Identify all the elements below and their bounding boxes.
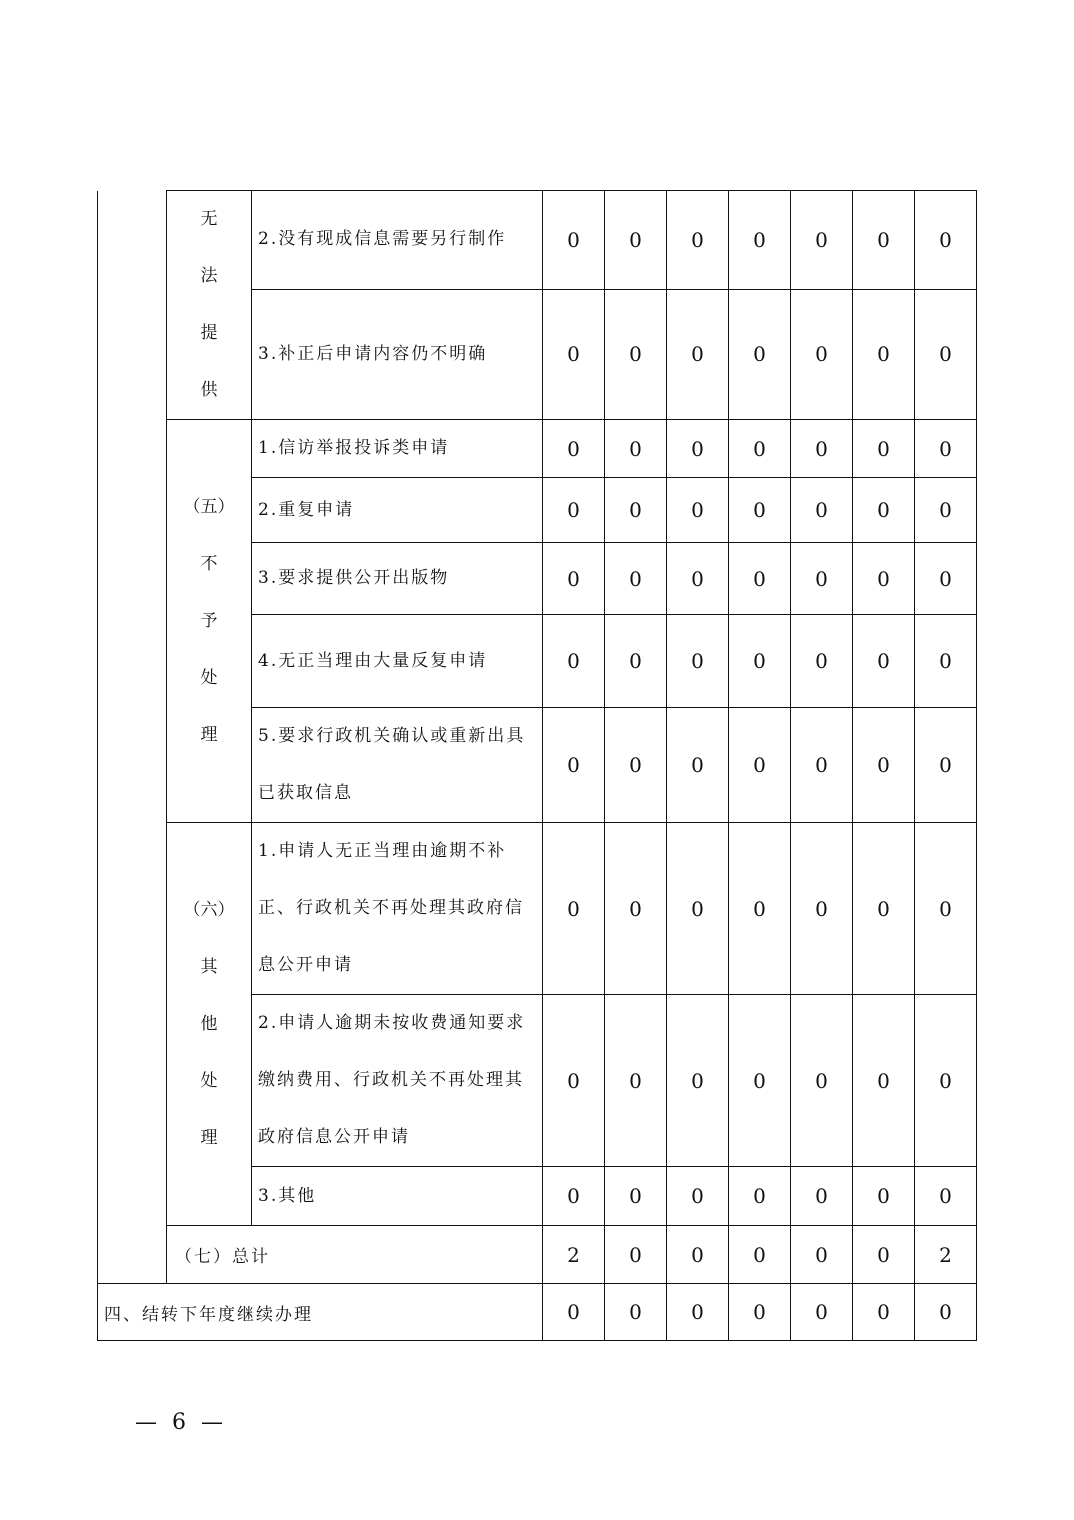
value-cell: 0 [605,1284,667,1341]
value-cell: 0 [729,478,791,543]
value-cell: 0 [729,708,791,823]
value-cell: 0 [729,1226,791,1284]
value-cell: 0 [729,543,791,615]
value-cell: 0 [543,191,605,290]
value-cell: 0 [543,615,605,708]
outer-category-cell [98,191,167,1284]
row-label: 4.无正当理由大量反复申请 [252,615,543,708]
value-cell: 0 [915,823,977,995]
row-label: 1.信访举报投诉类申请 [252,420,543,478]
table-row [98,823,977,995]
value-cell: 0 [791,1167,853,1226]
category-cell [167,420,252,823]
value-cell: 0 [915,1284,977,1341]
category-label: 无 法 提 供 [200,209,218,400]
value-cell: 0 [667,708,729,823]
value-cell: 0 [791,1284,853,1341]
value-cell: 0 [853,543,915,615]
value-cell: 0 [605,543,667,615]
value-cell: 0 [853,1167,915,1226]
value-cell: 0 [543,543,605,615]
value-cell: 0 [729,289,791,419]
value-cell: 0 [667,615,729,708]
value-cell: 0 [853,1226,915,1284]
value-cell: 0 [667,1284,729,1341]
value-cell: 0 [667,420,729,478]
value-cell: 0 [791,708,853,823]
row-label: 1.申请人无正当理由逾期不补正、行政机关不再处理其政府信息公开申请 [252,823,543,995]
total-label: （七）总计 [167,1226,543,1284]
value-cell: 0 [853,420,915,478]
value-cell: 0 [667,191,729,290]
carry-over-label: 四、结转下年度继续办理 [98,1284,543,1341]
value-cell: 0 [605,823,667,995]
row-label: 3.补正后申请内容仍不明确 [252,289,543,419]
row-label: 5.要求行政机关确认或重新出具已获取信息 [252,708,543,823]
value-cell: 0 [605,708,667,823]
row-label: 3.要求提供公开出版物 [252,543,543,615]
category-cell [167,823,252,1226]
value-cell: 0 [667,823,729,995]
value-cell: 0 [853,478,915,543]
value-cell: 0 [605,289,667,419]
value-cell: 0 [915,478,977,543]
value-cell: 0 [853,995,915,1167]
row-label: 2.重复申请 [252,478,543,543]
value-cell: 0 [791,420,853,478]
value-cell: 0 [791,191,853,290]
value-cell: 0 [853,1284,915,1341]
value-cell: 2 [915,1226,977,1284]
value-cell: 0 [729,995,791,1167]
value-cell: 0 [543,823,605,995]
value-cell: 0 [915,1167,977,1226]
value-cell: 0 [915,708,977,823]
value-cell: 0 [791,995,853,1167]
value-cell: 0 [605,478,667,543]
value-cell: 0 [915,615,977,708]
value-cell: 0 [605,1167,667,1226]
carry-over-row [98,1284,977,1341]
value-cell: 0 [853,708,915,823]
value-cell: 0 [791,289,853,419]
value-cell: 0 [605,1226,667,1284]
value-cell: 0 [791,615,853,708]
value-cell: 0 [543,1284,605,1341]
value-cell: 0 [791,478,853,543]
category-label: （六） 其 他 处 理 [183,899,235,1148]
value-cell: 0 [791,543,853,615]
value-cell: 0 [605,995,667,1167]
value-cell: 0 [667,289,729,419]
table-row [98,420,977,478]
value-cell: 0 [915,289,977,419]
value-cell: 0 [667,1167,729,1226]
value-cell: 0 [605,615,667,708]
row-label: 2.申请人逾期未按收费通知要求缴纳费用、行政机关不再处理其政府信息公开申请 [252,995,543,1167]
value-cell: 0 [853,191,915,290]
value-cell: 0 [853,289,915,419]
value-cell: 0 [915,420,977,478]
value-cell: 0 [853,823,915,995]
value-cell: 2 [543,1226,605,1284]
value-cell: 0 [853,615,915,708]
value-cell: 0 [605,420,667,478]
value-cell: 0 [729,191,791,290]
row-label: 3.其他 [252,1167,543,1226]
table-row [98,191,977,290]
value-cell: 0 [543,1167,605,1226]
value-cell: 0 [667,478,729,543]
row-label: 2.没有现成信息需要另行制作 [252,191,543,290]
category-cell [167,191,252,420]
category-label: （五） 不 予 处 理 [183,496,235,745]
value-cell: 0 [791,1226,853,1284]
value-cell: 0 [729,1167,791,1226]
value-cell: 0 [543,478,605,543]
value-cell: 0 [543,708,605,823]
value-cell: 0 [667,543,729,615]
value-cell: 0 [915,191,977,290]
value-cell: 0 [791,823,853,995]
value-cell: 0 [729,420,791,478]
statistics-table [97,190,977,1341]
total-row [98,1226,977,1284]
value-cell: 0 [729,615,791,708]
value-cell: 0 [915,543,977,615]
value-cell: 0 [543,420,605,478]
value-cell: 0 [667,995,729,1167]
value-cell: 0 [543,289,605,419]
value-cell: 0 [543,995,605,1167]
value-cell: 0 [605,191,667,290]
value-cell: 0 [915,995,977,1167]
value-cell: 0 [729,1284,791,1341]
value-cell: 0 [667,1226,729,1284]
page-number: — 6 — [135,1410,227,1435]
value-cell: 0 [729,823,791,995]
